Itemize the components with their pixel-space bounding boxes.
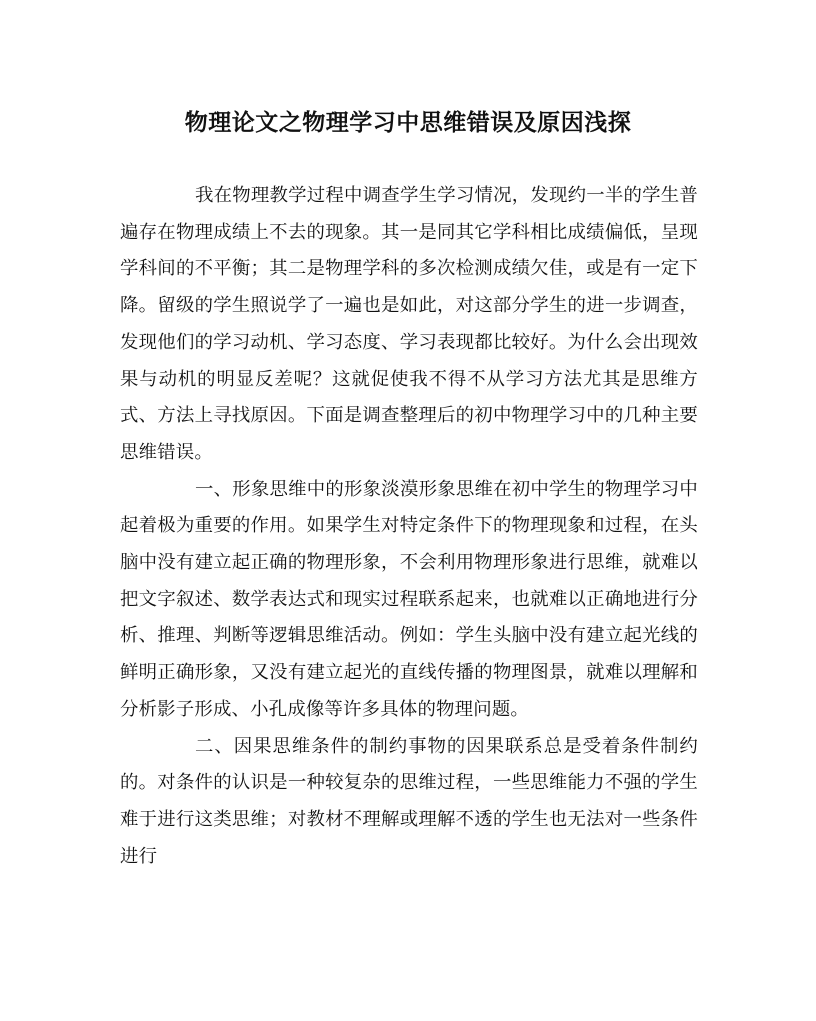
paragraph-intro: 我在物理教学过程中调查学生学习情况，发现约一半的学生普遍存在物理成绩上不去的现象。其一是同其它学科相比成绩偏低，呈现学科间的不平衡；其二是物理学科的多次检测成绩欠佳，或是有一定下降。留级的学生照说学了一遍也是如此，对这部分学生的进一步调查，发现他们的学习动机、学习态度、学习表现都比较好。为什么会出现效果与动机的明显反差呢？这就促使我不得不从学习方法尤其是思维方式、方法上寻找原因。下面是调查整理后的初中物理学习中的几种主要思维错误。	[120, 185, 698, 463]
document-title: 物理论文之物理学习中思维错误及原因浅探	[184, 109, 632, 136]
paragraph-section-1: 一、形象思维中的形象淡漠形象思维在初中学生的物理学习中起着极为重要的作用。如果学生对特定条件下的物理现象和过程，在头脑中没有建立起正确的物理形象，不会利用物理形象进行思维，就难以把文字叙述、数学表达式和现实过程联系起来，也就难以正确地进行分析、推理、判断等逻辑思维活动。例如：学生头脑中没有建立起光线的鲜明正确形象，又没有建立起光的直线传播的物理图景，就难以理解和分析影子形成、小孔成像等许多具体的物理问题。	[120, 478, 698, 720]
paragraph-section-2: 二、因果思维条件的制约事物的因果联系总是受着条件制约的。对条件的认识是一种较复杂的思维过程，一些思维能力不强的学生难于进行这类思维；对教材不理解或理解不透的学生也无法对一些条件进行	[120, 735, 698, 867]
document-body	[120, 178, 698, 875]
